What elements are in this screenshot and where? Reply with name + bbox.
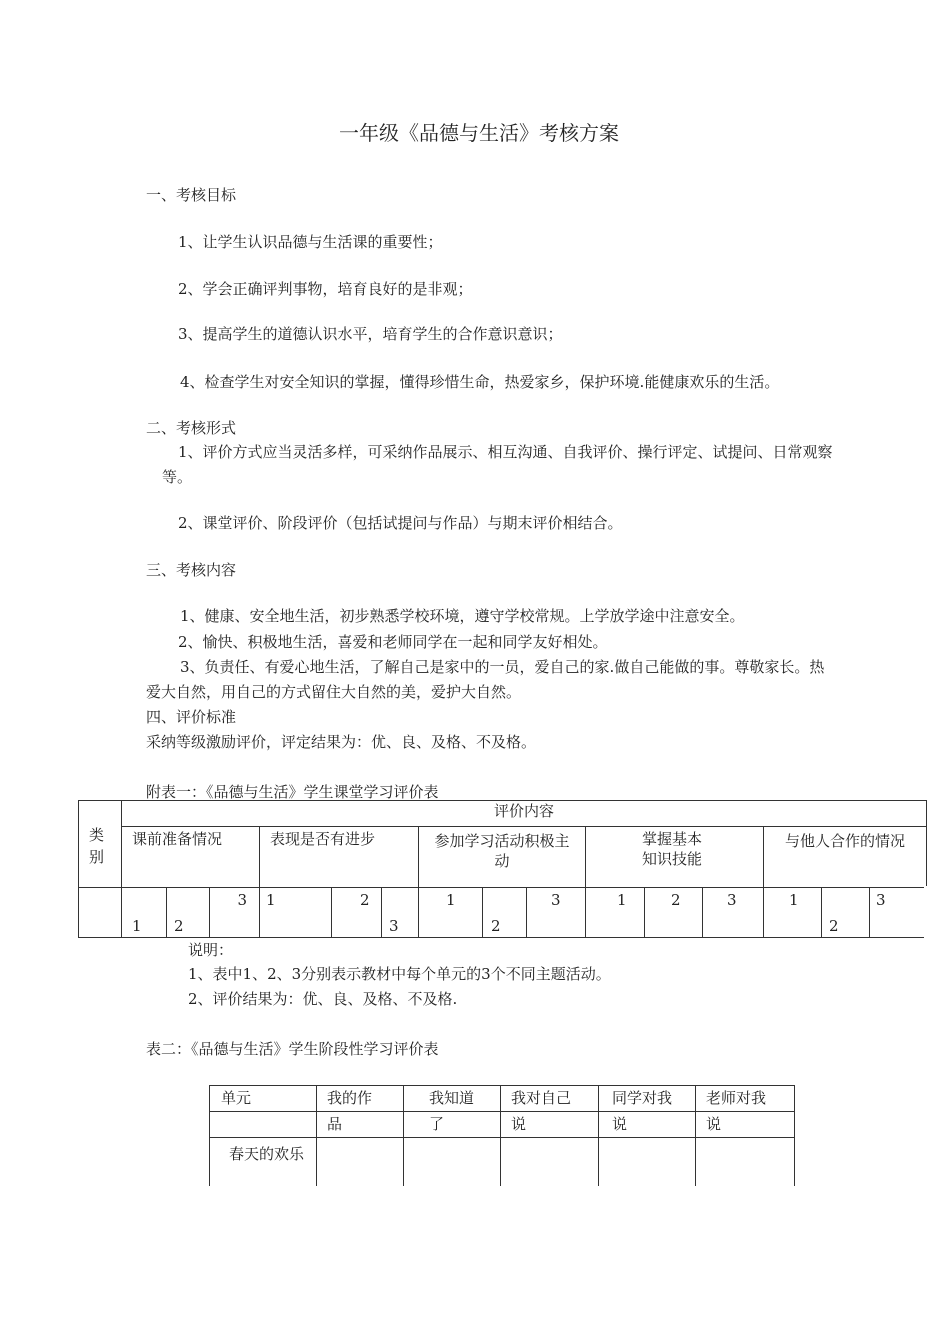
header-self-talk-label: 我对自己	[511, 1089, 572, 1107]
header-classmates	[599, 1086, 696, 1112]
group-header-participation	[419, 827, 586, 888]
header-i-know	[404, 1086, 501, 1112]
num-2: 2	[491, 917, 501, 935]
header-classmates-label: 同学对我	[612, 1089, 673, 1107]
class-evaluation-table	[78, 800, 927, 938]
num-1: 1	[789, 891, 799, 909]
goal-item-4: 4、检查学生对安全知识的掌握，懂得珍惜生命，热爱家乡，保护环境.能健康欢乐的生活。	[180, 373, 780, 391]
content-item-2: 2、愉快、积极地生活，喜爱和老师同学在一起和同学友好相处。	[178, 633, 608, 651]
table-cell	[822, 888, 870, 938]
content-item-3-line2: 爱大自然，用自己的方式留住大自然的美，爱护大自然。	[146, 683, 522, 701]
num-2: 2	[360, 891, 370, 909]
content-item-1: 1、健康、安全地生活，初步熟悉学校环境，遵守学校常规。上学放学途中注意安全。	[180, 607, 745, 625]
num-1: 1	[266, 891, 276, 909]
table2-open-bottom	[205, 1186, 800, 1192]
table-cell	[703, 888, 764, 938]
category-char-1: 类	[89, 826, 105, 844]
group-label-participation-1: 参加学习活动积极主	[434, 832, 570, 850]
table-cell	[419, 888, 483, 938]
section-3-heading: 三、考核内容	[146, 561, 237, 579]
header-self-talk-label-2: 说	[511, 1115, 527, 1133]
header-self-talk	[501, 1086, 599, 1112]
table-cell	[599, 1112, 696, 1138]
table-cell	[764, 888, 822, 938]
table-row-unit	[210, 1138, 317, 1188]
notes-item-1: 1、表中1、2、3分别表示教材中每个单元的3个不同主题活动。	[188, 965, 611, 983]
header-teacher	[696, 1086, 795, 1112]
num-3: 3	[237, 891, 247, 909]
goal-item-3: 3、提高学生的道德认识水平，培育学生的合作意识意识；	[178, 325, 563, 343]
header-teacher-label-2: 说	[706, 1115, 722, 1133]
notes-heading: 说明：	[188, 941, 234, 959]
group-label-participation-2: 动	[494, 852, 510, 870]
num-2: 2	[671, 891, 681, 909]
num-3: 3	[389, 917, 399, 935]
group-label-preparation: 课前准备情况	[132, 830, 223, 848]
stage-evaluation-table	[209, 1085, 795, 1188]
table-cell	[210, 1112, 317, 1138]
table-cell	[501, 1112, 599, 1138]
header-classmates-label-2: 说	[612, 1115, 628, 1133]
group-header-preparation	[122, 827, 260, 888]
table-cell	[599, 1138, 696, 1188]
notes-item-2: 2、评价结果为：优、良、及格、不及格.	[188, 990, 458, 1008]
table-cell	[404, 1138, 501, 1188]
eval-content-label: 评价内容	[494, 802, 555, 820]
form-item-2: 2、课堂评价、阶段评价（包括试提问与作品）与期末评价相结合。	[178, 514, 623, 532]
header-my-work	[317, 1086, 404, 1112]
table-cell	[167, 888, 210, 938]
page-title: 一年级《品德与生活》考核方案	[339, 121, 619, 145]
table-cell	[122, 888, 167, 938]
table-cell	[696, 1138, 795, 1188]
group-header-progress	[260, 827, 419, 888]
header-my-work-label-2: 品	[327, 1115, 343, 1133]
table-cell	[645, 888, 703, 938]
goal-item-2: 2、学会正确评判事物，培育良好的是非观；	[178, 280, 473, 298]
table-cell	[79, 888, 122, 938]
section-2-heading: 二、考核形式	[146, 419, 237, 437]
table1-caption: 附表一：《品德与生活》学生课堂学习评价表	[146, 783, 439, 801]
table-cell	[382, 888, 419, 938]
category-char-2: 别	[89, 848, 105, 866]
form-item-1-line2: 等。	[162, 468, 193, 486]
num-1: 1	[446, 891, 456, 909]
form-item-1-line1: 1、评价方式应当灵活多样，可采纳作品展示、相互沟通、自我评价、操行评定、试提问、日常观察	[178, 443, 833, 461]
num-1: 1	[617, 891, 627, 909]
num-3: 3	[876, 891, 886, 909]
category-header	[79, 801, 122, 888]
table-cell	[527, 888, 586, 938]
table-cell	[332, 888, 382, 938]
num-3: 3	[727, 891, 737, 909]
group-label-cooperation: 与他人合作的情况	[785, 832, 906, 850]
header-unit	[210, 1086, 317, 1112]
unit-spring-joy: 春天的欢乐	[229, 1145, 305, 1163]
header-unit-label: 单元	[221, 1089, 252, 1107]
table-cell	[870, 888, 927, 938]
section-4-heading: 四、评价标准	[146, 708, 237, 726]
header-my-work-label: 我的作	[327, 1089, 373, 1107]
table-cell	[317, 1138, 404, 1188]
header-teacher-label: 老师对我	[706, 1089, 767, 1107]
num-1: 1	[132, 917, 142, 935]
table-cell	[501, 1138, 599, 1188]
table2-caption: 表二：《品德与生活》学生阶段性学习评价表	[146, 1040, 439, 1058]
header-i-know-label: 我知道	[429, 1089, 475, 1107]
num-2: 2	[174, 917, 184, 935]
standard-text: 采纳等级激励评价，评定结果为：优、良、及格、不及格。	[146, 733, 537, 751]
content-item-3-line1: 3、负责任、有爱心地生活，了解自己是家中的一员，爱自己的家.做自己能做的事。尊敬家长。热	[180, 658, 825, 676]
table-cell	[404, 1112, 501, 1138]
group-label-skills-1: 掌握基本	[642, 830, 703, 848]
group-header-cooperation	[764, 827, 927, 888]
table-cell	[317, 1112, 404, 1138]
goal-item-1: 1、让学生认识品德与生活课的重要性；	[178, 233, 443, 251]
header-i-know-label-2: 了	[429, 1115, 445, 1133]
table1-open-right	[924, 886, 934, 940]
group-header-skills	[586, 827, 764, 888]
table-cell	[586, 888, 645, 938]
group-label-skills-2: 知识技能	[642, 850, 703, 868]
num-3: 3	[551, 891, 561, 909]
table-cell	[696, 1112, 795, 1138]
section-1-heading: 一、考核目标	[146, 186, 237, 204]
table-cell	[260, 888, 332, 938]
eval-content-header	[122, 801, 927, 827]
table-cell	[210, 888, 260, 938]
table-cell	[483, 888, 527, 938]
num-2: 2	[829, 917, 839, 935]
group-label-progress: 表现是否有进步	[270, 830, 376, 848]
